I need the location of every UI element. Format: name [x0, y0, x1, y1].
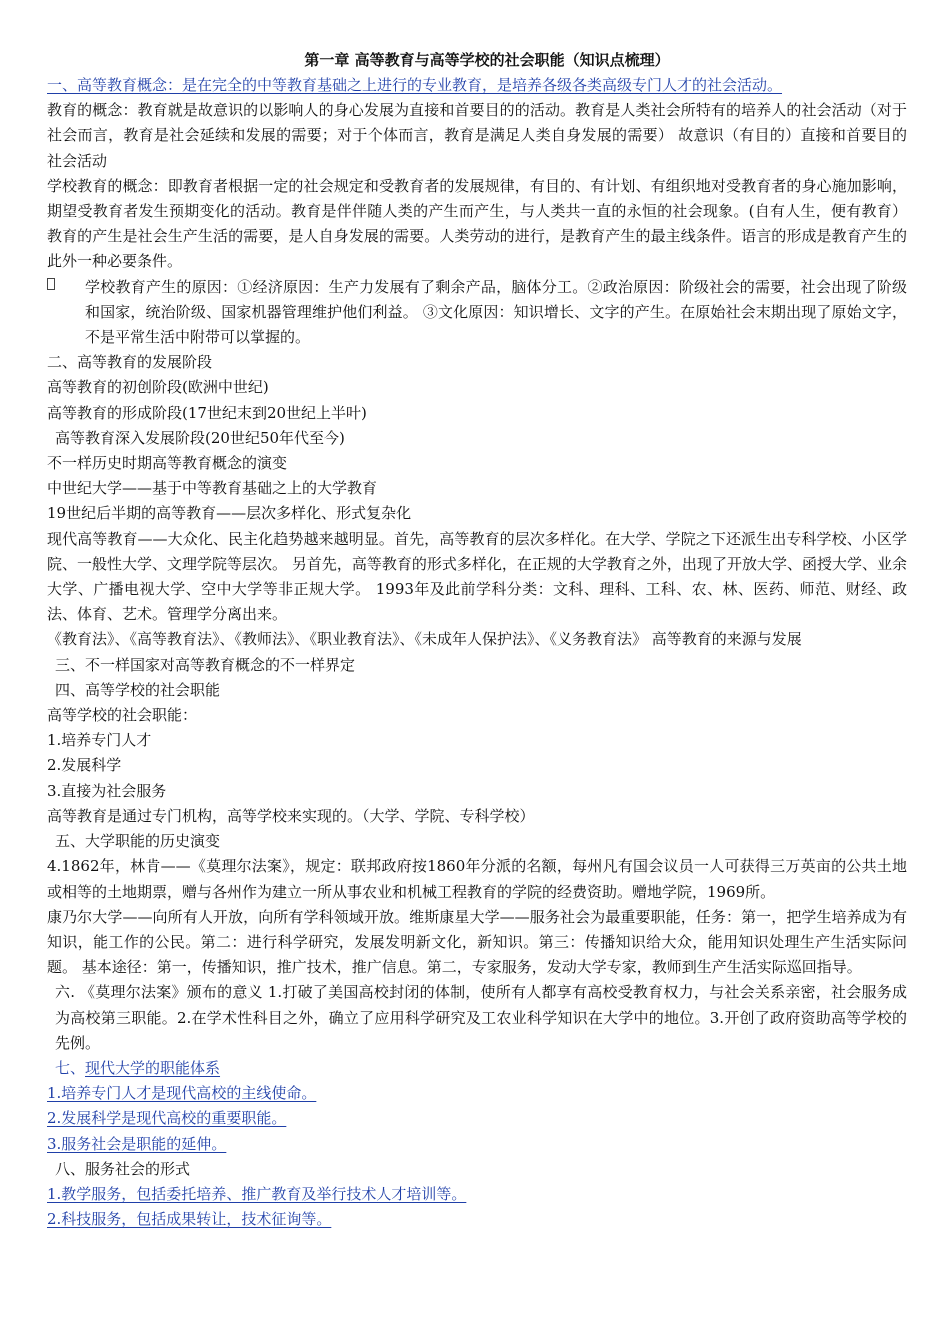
- modern-function-3[interactable]: 3.服务社会是职能的延伸。: [47, 1134, 227, 1153]
- paragraph-morrill-significance: 六. 《莫理尔法案》颁布的意义 1.打破了美国高校封闭的体制，使所有人都享有高校受教育权力，与社会关系亲密，社会服务成为高校第三职能。2.在学术性科目之外，确立了应用科学研究及工农业科学知识在大学中的地位。3.开创了政府资助高等学校的先例。: [55, 983, 907, 1052]
- bullet-text: 学校教育产生的原因：①经济原因：生产力发展有了剩余产品，脑体分工。②政治原因：阶级社会的需要，社会出现了阶级和国家，统治阶级、国家机器管理维护他们利益。 ③文化原因：知识增长、文字的产生。在原始社会末期出现了原始文字，不是平常生活中附带可以掌握的。: [85, 277, 907, 347]
- service-form-2[interactable]: 2.科技服务，包括成果转让，技术征询等。: [47, 1210, 332, 1229]
- concept-evolution-line: 不一样历史时期高等教育概念的演变: [47, 454, 288, 473]
- paragraph-laws: 《教育法》、《高等教育法》、《教师法》、《职业教育法》、《未成年人保护法》、《义务教育法》 高等教育的来源与发展: [47, 630, 802, 649]
- bullet-marker-icon: [47, 278, 55, 290]
- service-form-1[interactable]: 1.教学服务，包括委托培养、推广教育及举行技术人才培训等。: [47, 1184, 467, 1203]
- section-1-heading: 一、高等教育概念：是在完全的中等教育基础之上进行的专业教育，是培养各级各类高级专门人才的社会活动。: [47, 76, 783, 94]
- section-4-heading: 四、高等学校的社会职能: [55, 680, 221, 699]
- section-8-heading: 八、服务社会的形式: [55, 1159, 191, 1178]
- section-2-heading: 二、高等教育的发展阶段: [47, 353, 213, 372]
- paragraph-modern-higher-education: 现代高等教育——大众化、民主化趋势越来越明显。首先，高等教育的层次多样化。在大学、学院之下还派生出专科学校、小区学院、一般性大学、文理学院等层次。 另首先，高等教育的形式多样化，在正规的大学教育之外，出现了开放大学、函授大学、业余大学、广播电视大学、空中大学等非正规大学。 1993年及此前学科分类：文科、理科、工科、农、林、医药、师范、财经、政法、体育、艺术。管理学分离出来。: [47, 529, 907, 624]
- functions-intro: 高等学校的社会职能：: [47, 706, 198, 725]
- bullet-paragraph-school-origin: [47, 275, 907, 351]
- section-7-heading: [47, 1056, 907, 1081]
- section-5-heading: 五、大学职能的历史演变: [55, 832, 221, 851]
- section-3-heading: 三、不一样国家对高等教育概念的不一样界定: [55, 655, 356, 674]
- stage-initial: 高等教育的初创阶段(欧洲中世纪): [47, 378, 269, 397]
- modern-function-1[interactable]: 1.培养专门人才是现代高校的主线使命。: [47, 1084, 317, 1103]
- modern-function-2[interactable]: 2.发展科学是现代高校的重要职能。: [47, 1109, 287, 1128]
- function-item-1: 1.培养专门人才: [47, 731, 152, 750]
- section-7-prefix: 七、: [55, 1058, 86, 1077]
- 19th-century-line: 19世纪后半期的高等教育——层次多样化、形式复杂化: [47, 504, 412, 523]
- function-item-2: 2.发展科学: [47, 756, 122, 775]
- paragraph-morrill-act: 4.1862年，林肯——《莫理尔法案》，规定：联邦政府按1860年分派的名额，每州凡有国会议员一人可获得三万英亩的公共土地或相等的土地期票，赠与各州作为建立一所从事农业和机械工程教育的学院的经费资助。赠地学院，1969所。: [47, 857, 907, 901]
- section-7-link[interactable]: 现代大学的职能体系: [85, 1058, 221, 1077]
- paragraph-education-concept: 教育的概念：教育就是故意识的以影响人的身心发展为直接和首要目的的活动。教育是人类社会所特有的培养人的社会活动（对于社会而言，教育是社会延续和发展的需要；对于个体而言，教育是满足人类自身发展的需要） 故意识（有目的）直接和首要目的 社会活动: [47, 101, 907, 170]
- document-page: [47, 48, 907, 1232]
- paragraph-school-education-concept: 学校教育的概念：即教育者根据一定的社会规定和受教育者的发展规律，有目的、有计划、有组织地对受教育者的身心施加影响，期望受教育者发生预期变化的活动。教育是伴伴随人类的产生而产生，与人类共一直的永恒的社会现象。(自有人生，便有教育）教育的产生是社会生产生活的需要，是人自身发展的需要。人类劳动的进行，是教育产生的最主线条件。语言的形成是教育产生的此外一种必要条件。: [47, 176, 907, 271]
- function-item-3: 3.直接为社会服务: [47, 781, 167, 800]
- medieval-university-line: 中世纪大学——基于中等教育基础之上的大学教育: [47, 479, 378, 498]
- chapter-title: 第一章 高等教育与高等学校的社会职能（知识点梳理）: [304, 51, 670, 69]
- functions-realization-line: 高等教育是通过专门机构，高等学校来实现的。（大学、学院、专科学校）: [47, 806, 535, 825]
- paragraph-cornell-wisconsin: 康乃尔大学——向所有人开放，向所有学科领域开放。维斯康星大学——服务社会为最重要职能，任务：第一，把学生培养成为有知识，能工作的公民。第二：进行科学研究，发展发明新文化，新知识。第三：传播知识给大众，能用知识处理生产生活实际问题。 基本途径：第一，传播知识，推广技术，推广信息。第二，专家服务，发动大学专家，教师到生产生活实际巡回指导。: [47, 907, 907, 977]
- stage-deepening: 高等教育深入发展阶段(20世纪50年代至今): [55, 428, 345, 447]
- stage-formation: 高等教育的形成阶段(17世纪末到20世纪上半叶): [47, 403, 367, 422]
